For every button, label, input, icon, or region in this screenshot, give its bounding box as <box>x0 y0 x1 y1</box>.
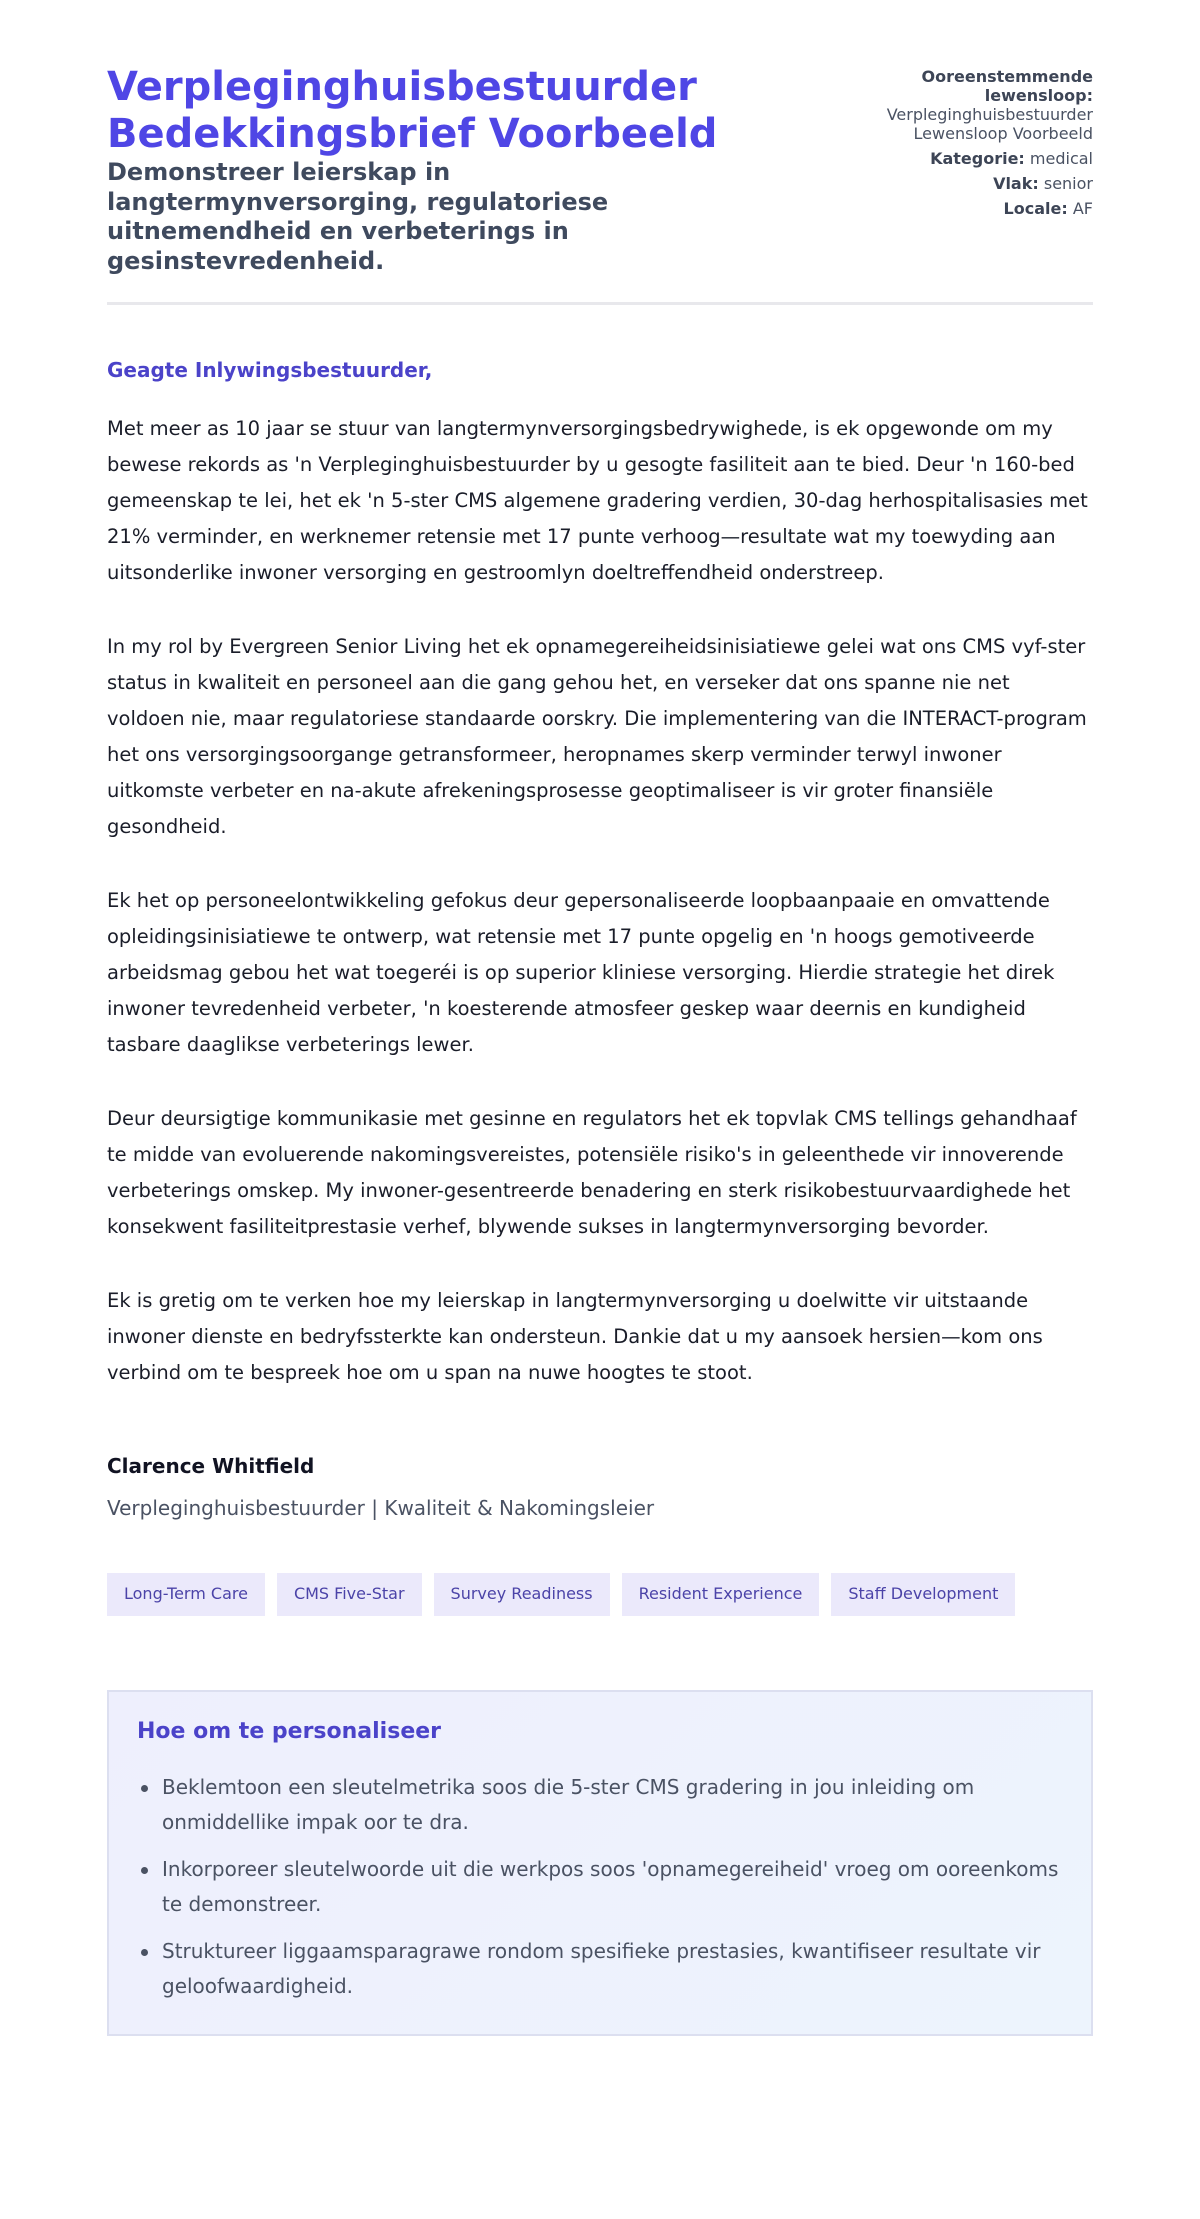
meta-matching-resume <box>833 67 1093 143</box>
meta-level <box>833 174 1093 193</box>
tag-survey-readiness: Survey Readiness <box>434 1573 610 1616</box>
personalization-tips-box <box>107 1690 1093 2036</box>
header-titles <box>107 64 747 276</box>
tag-resident-experience: Resident Experience <box>622 1573 820 1616</box>
tip-item <box>137 1852 1063 1922</box>
signature-block <box>107 1453 1093 1521</box>
letter-paragraph-3: Ek het op personeelontwikkeling gefokus deur gepersonaliseerde loopbaanpaaie en omvattende opleidingsinisiatiewe te ontwerp, wat retensie met 17 punte opgelig en 'n hoogs gemotiveerde arbeidsmag gebou het wat toegeréi is op superior kliniese versorging. Hierdie strategie het direk inwoner tevredenheid verbeter, 'n koesterende atmosfeer geskep waar deernis en kundigheid tasbare daaglikse verbeterings lewer. <box>107 889 1055 1056</box>
meta-category <box>833 149 1093 168</box>
meta-resume-value: Verpleginghuisbestuurder Lewensloop Voorbeeld <box>886 105 1093 143</box>
page-title <box>107 64 747 158</box>
tag-long-term-care: Long-Term Care <box>107 1573 265 1616</box>
tag-cms-five-star: CMS Five-Star <box>277 1573 422 1616</box>
bullet-icon <box>141 1949 148 1956</box>
meta-category-value: medical <box>1029 149 1093 168</box>
tip-text: Inkorporeer sleutelwoorde uit die werkpos soos 'opnamegereiheid' vroeg om ooreenkoms te demonstreer. <box>162 1857 1059 1916</box>
meta-locale <box>833 199 1093 218</box>
meta-resume-label: Ooreenstemmende lewensloop: <box>921 67 1093 105</box>
meta-locale-value: AF <box>1072 199 1093 218</box>
meta-locale-label: Locale: <box>1003 199 1068 218</box>
letter-paragraph-4: Deur deursigtige kommunikasie met gesinne en regulators het ek topvlak CMS tellings gehandhaaf te midde van evoluerende nakomingsvereistes, potensiële risiko's in geleenthede vir innoverende verbeterings omskep. My inwoner-gesentreerde benadering en sterk risikobestuurvaardighede het konsekwent fasiliteitprestasie verhef, blywende sukses in langtermynversorging bevorder. <box>107 1107 1077 1238</box>
tag-staff-development: Staff Development <box>831 1573 1015 1616</box>
bullet-icon <box>141 1785 148 1792</box>
letter-body <box>107 357 1093 1521</box>
title-line-2: Bedekkingsbrief Voorbeeld <box>107 111 718 157</box>
meta-panel <box>833 64 1093 224</box>
salutation: Geagte Inlywingsbestuurder, <box>107 358 433 382</box>
tip-text: Struktureer liggaamsparagrawe rondom spesifieke prestasies, kwantifiseer resultate vir geloofwaardigheid. <box>162 1939 1041 1998</box>
tip-text: Beklemtoon een sleutelmetrika soos die 5-ster CMS gradering in jou inleiding om onmiddellike impak oor te dra. <box>162 1775 975 1834</box>
tip-item <box>137 1770 1063 1840</box>
title-line-1: Verpleginghuisbestuurder <box>107 64 697 110</box>
bullet-icon <box>141 1867 148 1874</box>
page-subtitle: Demonstreer leierskap in langtermynversorging, regulatoriese uitnemendheid en verbeterings in gesinstevredenheid. <box>107 158 609 275</box>
meta-category-label: Kategorie: <box>930 149 1025 168</box>
tag-list <box>107 1573 1093 1616</box>
tip-item <box>137 1934 1063 2004</box>
letter-paragraph-5: Ek is gretig om te verken hoe my leierskap in langtermynversorging u doelwitte vir uitstaande inwoner dienste en bedryfssterkte kan ondersteun. Dankie dat u my aansoek hersien—kom ons verbind om te bespreek hoe om u span na nuwe hoogtes te stoot. <box>107 1289 1043 1384</box>
tips-title: Hoe om te personaliseer <box>137 1719 442 1744</box>
tips-list <box>137 1770 1063 2004</box>
page-header <box>107 64 1093 305</box>
letter-paragraph-1: Met meer as 10 jaar se stuur van langtermynversorgingsbedrywighede, is ek opgewonde om my bewese rekords as 'n Verpleginghuisbestuurder by u gesogte fasiliteit aan te bied. Deur 'n 160-bed gemeenskap te lei, het ek 'n 5-ster CMS algemene gradering verdien, 30-dag herhospitalisasies met 21% verminder, en werknemer retensie met 17 punte verhoog—resultate wat my toewyding aan uitsonderlike inwoner versorging en gestroomlyn doeltreffendheid onderstreep. <box>107 417 1088 584</box>
letter-paragraph-2: In my rol by Evergreen Senior Living het ek opnamegereiheidsinisiatiewe gelei wat ons CMS vyf-ster status in kwaliteit en personeel aan die gang gehou het, en verseker dat ons spanne nie net voldoen nie, maar regulatoriese standaarde oorskry. Die implementering van die INTERACT-program het ons versorgingsoorgange getransformeer, heropnames skerp verminder terwyl inwoner uitkomste verbeter en na-akute afrekeningsprosesse geoptimaliseer is vir groter finansiële gesondheid. <box>107 635 1087 838</box>
signature-title: Verpleginghuisbestuurder | Kwaliteit & Nakomingsleier <box>107 1496 655 1520</box>
meta-level-label: Vlak: <box>993 174 1039 193</box>
signature-name: Clarence Whitfield <box>107 1454 315 1478</box>
meta-level-value: senior <box>1043 174 1093 193</box>
